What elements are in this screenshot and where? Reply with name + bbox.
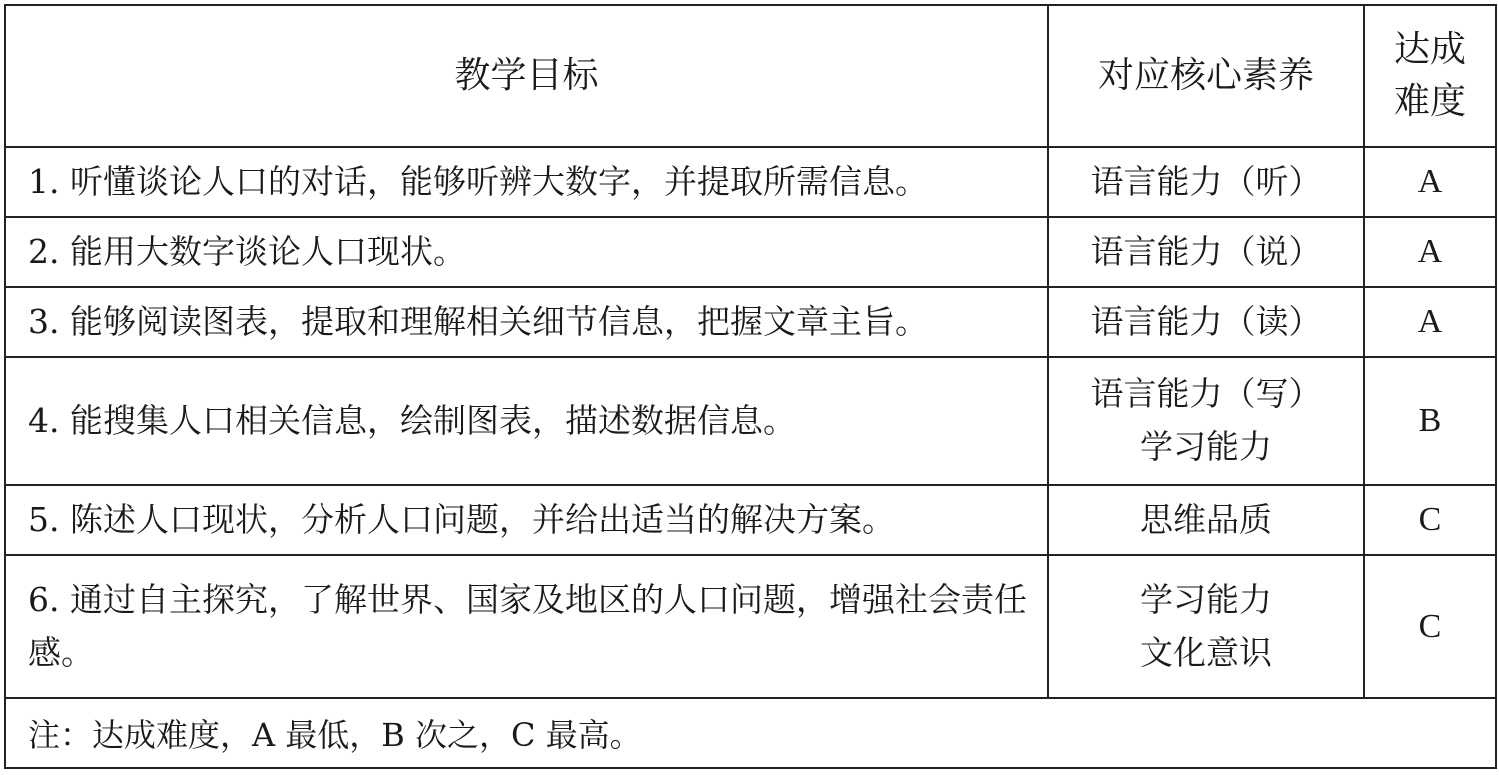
difficulty-cell: B (1364, 357, 1496, 485)
table-note: 注：达成难度，A 最低，B 次之，C 最高。 (5, 698, 1496, 768)
goal-cell: 5. 陈述人口现状，分析人口问题，并给出适当的解决方案。 (5, 485, 1048, 555)
competency-line: 文化意识 (1140, 632, 1272, 672)
competency-cell (1048, 217, 1364, 287)
table-row (5, 287, 1496, 357)
difficulty-cell: A (1364, 147, 1496, 217)
competency-line: 语言能力（写） (1090, 374, 1322, 414)
table-row (5, 217, 1496, 287)
table-row (5, 147, 1496, 217)
teaching-objectives-table (4, 4, 1497, 769)
header-difficulty-line1: 达成 (1393, 28, 1466, 70)
competency-line: 学习能力 (1140, 579, 1272, 619)
competency-cell (1048, 287, 1364, 357)
difficulty-cell: C (1364, 485, 1496, 555)
header-difficulty (1364, 5, 1496, 147)
goal-cell: 6. 通过自主探究，了解世界、国家及地区的人口问题，增强社会责任感。 (5, 555, 1048, 698)
difficulty-cell: A (1364, 217, 1496, 287)
table-row (5, 357, 1496, 485)
competency-cell (1048, 357, 1364, 485)
competency-line: 学习能力 (1140, 427, 1272, 466)
difficulty-cell: A (1364, 287, 1496, 357)
competency-cell (1048, 485, 1364, 555)
competency-line: 语言能力（读） (1090, 301, 1322, 341)
difficulty-cell: C (1364, 555, 1496, 698)
header-teaching-goal: 教学目标 (5, 5, 1048, 147)
header-difficulty-line2: 难度 (1393, 81, 1466, 122)
competency-cell (1048, 147, 1364, 217)
table-row (5, 555, 1496, 698)
table-note-row (5, 698, 1496, 768)
goal-cell: 1. 听懂谈论人口的对话，能够听辨大数字，并提取所需信息。 (5, 147, 1048, 217)
goal-cell: 2. 能用大数字谈论人口现状。 (5, 217, 1048, 287)
competency-line: 思维品质 (1140, 499, 1272, 539)
goal-cell: 3. 能够阅读图表，提取和理解相关细节信息，把握文章主旨。 (5, 287, 1048, 357)
header-core-competency: 对应核心素养 (1048, 5, 1364, 147)
goal-cell: 4. 能搜集人口相关信息，绘制图表，描述数据信息。 (5, 357, 1048, 485)
competency-line: 语言能力（说） (1090, 231, 1322, 271)
table-header-row (5, 5, 1496, 147)
objectives-table-container (4, 4, 1497, 769)
competency-line: 语言能力（听） (1090, 161, 1322, 201)
table-row (5, 485, 1496, 555)
competency-cell (1048, 555, 1364, 698)
